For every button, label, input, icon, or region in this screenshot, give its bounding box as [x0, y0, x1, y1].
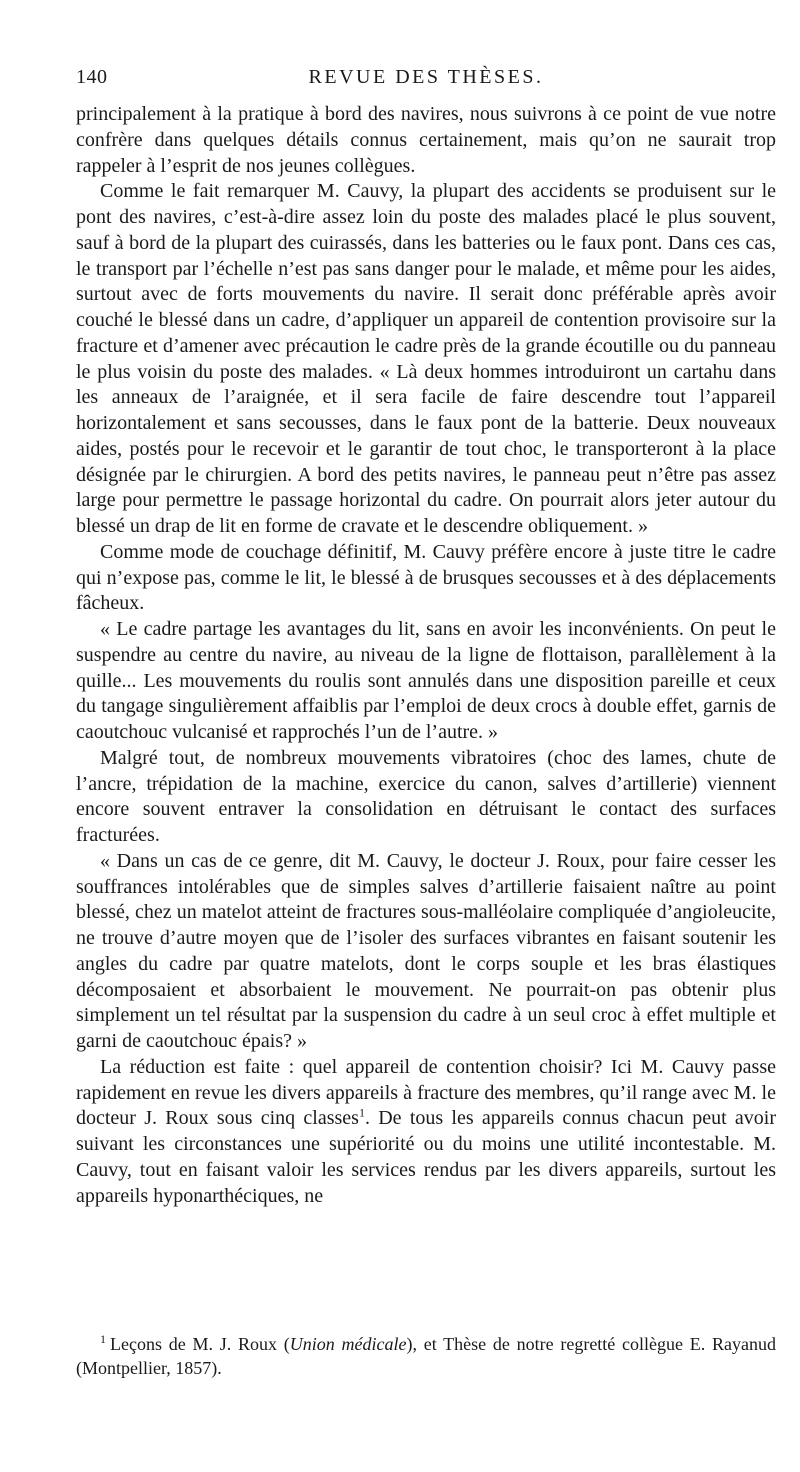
body-text [76, 102, 776, 1209]
footnote-journal-name: Union médicale [289, 1334, 407, 1354]
footnote-reference: 1 [358, 1105, 365, 1120]
footnote [76, 1332, 776, 1380]
footnote-text-part: ), et Thèse de notre regretté collègue E. Rayanud (Montpellier, 1857). [76, 1334, 776, 1378]
footnote-mark: 1 [100, 1332, 106, 1346]
journal-title: REVUE DES THÈSES. [308, 66, 544, 88]
paragraph: « Le cadre partage les avantages du lit, sans en avoir les inconvénients. On peut le suspendre au centre du navire, au niveau de la ligne de flottaison, parallèlement à la quille... Les mouvements du roulis sont annulés dans une disposition pareille et ceux du tangage singulièrement affaiblis par l’emploi de deux crocs à double effet, garnis de caoutchouc vulcanisé et rapprochés l’un de l’autre. » [76, 618, 776, 743]
paragraph: principalement à la pratique à bord des navires, nous suivrons à ce point de vue notre confrère dans quelques détails connus certainement, mais qu’on ne saurait trop rappeler à l’esprit de nos jeunes collègues. [76, 103, 776, 177]
paragraph-text: La réduction est faite : quel appareil de contention choisir? Ici M. Cauvy passe rapidement en revue les divers appareils à fracture des membres, qu’il range avec M. le docteur J. Roux sous cinq classes [76, 1055, 776, 1130]
running-head [76, 66, 776, 96]
footnote-text-part: Leçons de M. J. Roux ( [110, 1334, 290, 1354]
page-number: 140 [76, 66, 108, 88]
paragraph [76, 1055, 776, 1210]
footnote-text [76, 1332, 776, 1380]
paragraph-text: . De tous les appareils connus chacun peut avoir suivant les circonstances une supériorité ou du moins une utilité incontestable. M. Cauvy, tout en faisant valoir les services rendus par les divers appareils, surtout les appareils hyponarthéciques, ne [76, 1107, 776, 1207]
paragraph: « Dans un cas de ce genre, dit M. Cauvy, le docteur J. Roux, pour faire cesser les souffrances intolérables que de simples salves d’artillerie faisaient naître au point blessé, chez un matelot atteint de fractures sous-malléolaire compliquée d’angioleucite, ne trouve d’autre moyen que de l’isoler des surfaces vibrantes en faisant soutenir les angles du cadre par quatre matelots, dont le corps souple et les bras élastiques décomposaient et absorbaient le mouvement. Ne pourrait-on pas obtenir plus simplement un tel résultat par la suspension du cadre à un seul croc à effet multiple et garni de caoutchouc épais? » [76, 849, 776, 1052]
paragraph: Comme le fait remarquer M. Cauvy, la plupart des accidents se produisent sur le pont des navires, c’est-à-dire assez loin du poste des malades placé le plus souvent, sauf à bord de la plupart des cuirassés, dans les batteries ou le faux pont. Dans ces cas, le transport par l’échelle n’est pas sans danger pour le malade, et même pour les aides, surtout avec de forts mouvements du navire. Il serait donc préférable après avoir couché le blessé dans un cadre, d’appliquer un appareil de contention provisoire sur la fracture et d’amener avec précaution le cadre près de la grande écoutille ou du panneau le plus voisin du poste des malades. « Là deux hommes introduiront un cartahu dans les anneaux de l’araignée, et il sera facile de faire descendre tout l’appareil horizontalement et sans secousses, dans le faux pont de la batterie. Deux nouveaux aides, postés pour le recevoir et le garantir de tout choc, le transporteront à la place désignée par le chirurgien. A bord des petits navires, le panneau peut n’être pas assez large pour permettre le passage horizontal du cadre. On pourrait alors jeter autour du blessé un drap de lit en forme de cravate et le descendre obliquement. » [76, 180, 776, 537]
paragraph: Malgré tout, de nombreux mouvements vibratoires (choc des lames, chute de l’ancre, trépidation de la machine, exercice du canon, salves d’artillerie) viennent encore souvent entraver la consolidation en détruisant le contact des surfaces fracturées. [76, 746, 776, 846]
paragraph: Comme mode de couchage définitif, M. Cauvy préfère encore à juste titre le cadre qui n’expose pas, comme le lit, le blessé à de brusques secousses et à des déplacements fâcheux. [76, 540, 776, 615]
